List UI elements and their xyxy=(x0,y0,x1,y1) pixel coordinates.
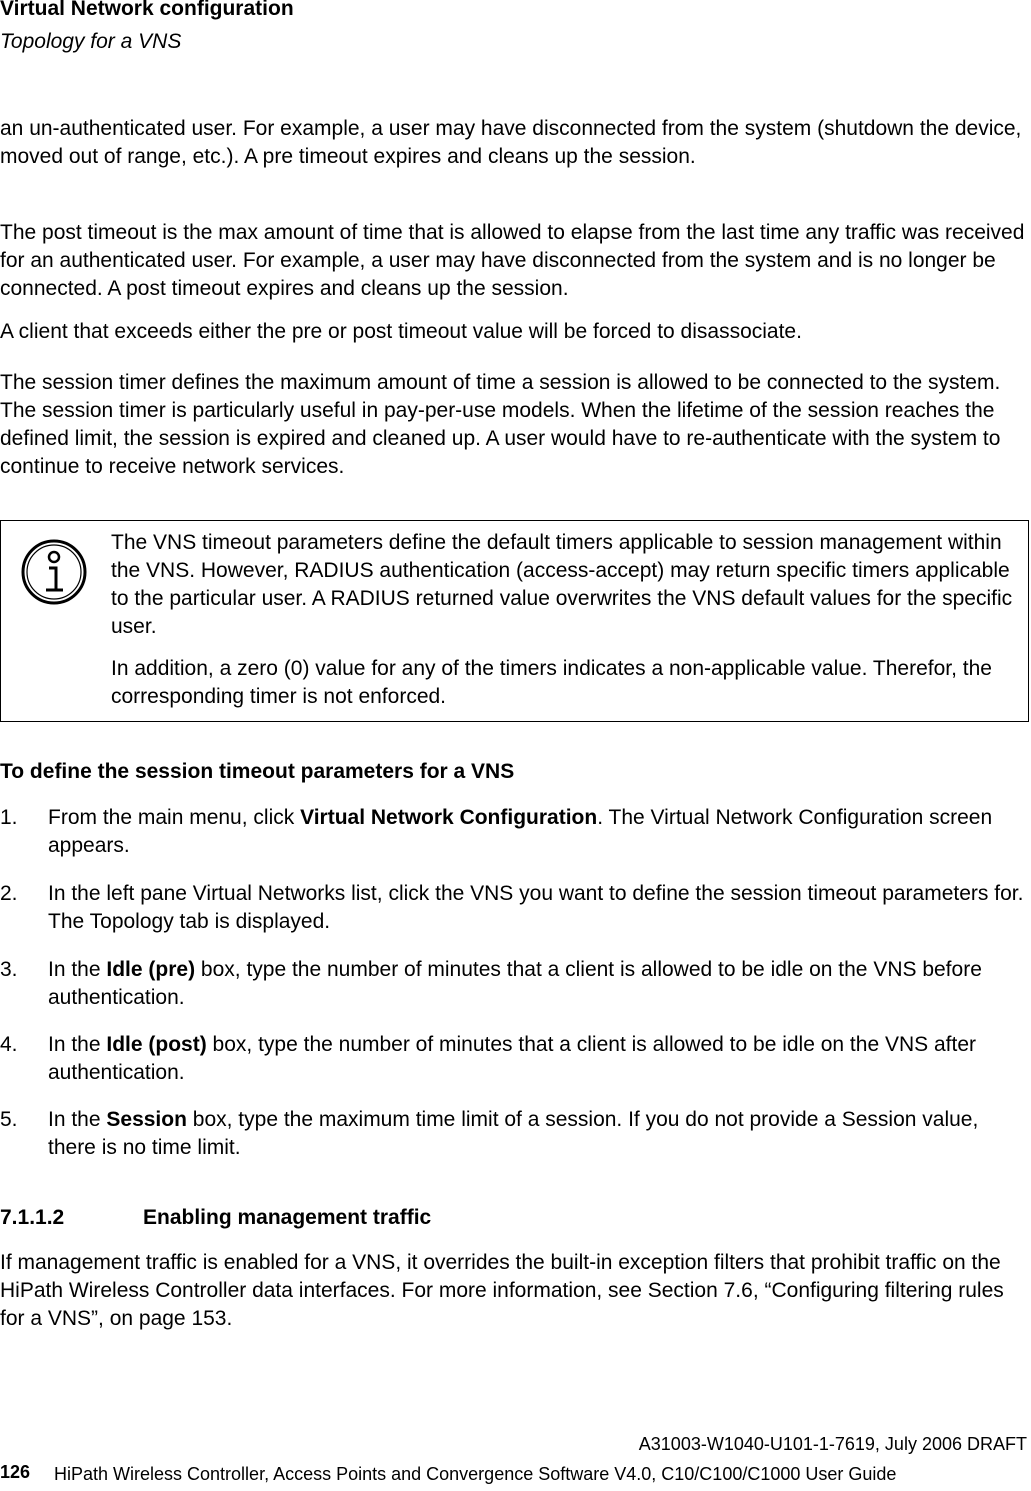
step-number: 5. xyxy=(0,1108,18,1131)
step-number: 1. xyxy=(0,806,18,829)
info-icon xyxy=(19,537,89,607)
note-paragraph-2: In addition, a zero (0) value for any of the timers indicates a non-applicable value. Therefor, the corresponding timer is not enforced. xyxy=(111,657,992,708)
paragraph-post-timeout: The post timeout is the max amount of time that is allowed to elapse from the last time any traffic was received for an authenticated user. For example, a user may have disconnected from the system and is no longer be connected. A post timeout expires and cleans up the session. xyxy=(0,221,1025,300)
step-text: In the Idle (post) box, type the number of minutes that a client is allowed to be idle on the VNS after authentication. xyxy=(48,1033,976,1084)
step-text: In the left pane Virtual Networks list, click the VNS you want to define the session timeout parameters for. The Topology tab is displayed. xyxy=(48,882,1024,933)
step-number: 3. xyxy=(0,958,18,981)
step-number: 4. xyxy=(0,1033,18,1056)
footer-doc-id: A31003-W1040-U101-1-7619, July 2006 DRAFT xyxy=(638,1434,1027,1454)
page-header-title: Virtual Network configuration xyxy=(0,0,294,20)
step-text: From the main menu, click Virtual Network Configuration. The Virtual Network Configuration screen appears. xyxy=(48,806,993,857)
footer-page-number: 126 xyxy=(0,1462,31,1482)
footer-guide-title: HiPath Wireless Controller, Access Points and Convergence Software V4.0, C10/C100/C1000 User Guide xyxy=(54,1464,897,1484)
note-paragraph-1: The VNS timeout parameters define the default timers applicable to session management within the VNS. However, RADIUS authentication (access-accept) may return specific timers applicable to the particular user. A RADIUS returned value overwrites the VNS default values for the specific user. xyxy=(111,531,1013,638)
section-title: Enabling management traffic xyxy=(143,1206,432,1229)
step-text: In the Idle (pre) box, type the number of minutes that a client is allowed to be idle on the VNS before authentication. xyxy=(48,958,982,1009)
section-number: 7.1.1.2 xyxy=(0,1206,65,1229)
paragraph-session-timer: The session timer defines the maximum amount of time a session is allowed to be connected to the system. The session timer is particularly useful in pay-per-use models. When the lifetime of the session reaches the defined limit, the session is expired and cleaned up. A user would have to re-authenticate with the system to continue to receive network services. xyxy=(0,371,1001,478)
paragraph-management-traffic: If management traffic is enabled for a VNS, it overrides the built-in exception filters that prohibit traffic on the HiPath Wireless Controller data interfaces. For more information, see Section 7.6, “Configuring filtering rules for a VNS”, on page 153. xyxy=(0,1251,1004,1330)
procedure-title: To define the session timeout parameters for a VNS xyxy=(0,760,515,783)
paragraph-disassociate: A client that exceeds either the pre or post timeout value will be forced to disassociate. xyxy=(0,320,802,343)
page-header-subtitle: Topology for a VNS xyxy=(0,30,182,53)
step-text: In the Session box, type the maximum time limit of a session. If you do not provide a Session value, there is no time limit. xyxy=(48,1108,979,1159)
step-number: 2. xyxy=(0,882,18,905)
paragraph-pre-timeout: an un-authenticated user. For example, a user may have disconnected from the system (shutdown the device, moved out of range, etc.). A pre timeout expires and cleans up the session. xyxy=(0,117,1022,168)
note-box xyxy=(0,520,1029,722)
